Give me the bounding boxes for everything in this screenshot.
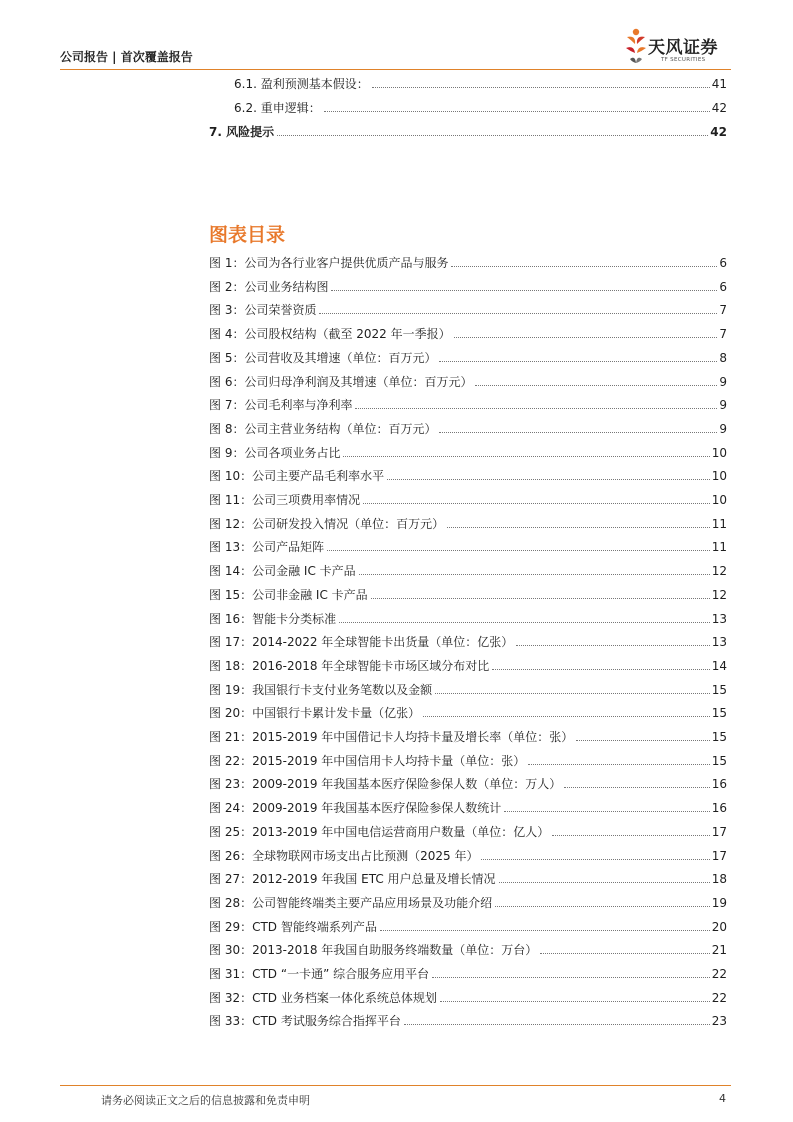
- toc-item-page: 42: [710, 125, 727, 139]
- figure-item-label: 图 3：公司荣誉资质: [209, 303, 317, 318]
- leader-dots: [363, 503, 710, 504]
- figure-item-page: 6: [719, 279, 727, 294]
- figure-item-label: 图 20：中国银行卡累计发卡量（亿张）: [209, 706, 421, 721]
- figure-item-label: 图 12：公司研发投入情况（单位：百万元）: [209, 516, 445, 531]
- figure-item[interactable]: [209, 374, 727, 390]
- figure-item-page: 11: [711, 516, 727, 531]
- leader-dots: [451, 266, 717, 267]
- figure-item[interactable]: [209, 539, 727, 555]
- figure-item-label: 图 14：公司金融 IC 卡产品: [209, 564, 356, 579]
- figure-item-label: 图 7：公司毛利率与净利率: [209, 398, 353, 413]
- figure-item-label: 图 2：公司业务结构图: [209, 279, 329, 294]
- toc-item-label: 7. 风险提示: [209, 125, 275, 139]
- figure-item-label: 图 32：CTD 业务档案一体化系统总体规划: [209, 990, 437, 1005]
- leader-dots: [339, 622, 710, 623]
- leader-dots: [454, 337, 718, 338]
- figure-item-label: 图 30：2013-2018 年我国自助服务终端数量（单位：万台）: [209, 943, 538, 958]
- toc-item[interactable]: [209, 124, 727, 140]
- figure-item-page: 9: [719, 398, 727, 413]
- figure-item-page: 23: [711, 1014, 727, 1029]
- toc-item[interactable]: [234, 76, 727, 92]
- leader-dots: [475, 385, 717, 386]
- figure-item-label: 图 17：2014-2022 年全球智能卡出货量（单位：亿张）: [209, 635, 514, 650]
- figure-item-label: 图 21：2015-2019 年中国借记卡人均持卡量及增长率（单位：张）: [209, 730, 574, 744]
- figure-item[interactable]: [209, 326, 727, 342]
- leader-dots: [359, 574, 710, 575]
- figure-item-page: 9: [719, 421, 727, 436]
- figure-item[interactable]: [209, 682, 727, 698]
- leader-dots: [439, 432, 717, 433]
- leader-dots: [516, 645, 709, 646]
- figure-item-label: 图 27：2012-2019 年我国 ETC 用户总量及增长情况: [209, 872, 496, 887]
- figure-item-label: 图 24：2009-2019 年我国基本医疗保险参保人数统计: [209, 801, 502, 816]
- logo-name-en: TF SECURITIES: [661, 57, 706, 63]
- leader-dots: [380, 930, 710, 931]
- figure-item-page: 8: [719, 350, 727, 365]
- figure-item-label: 图 16：智能卡分类标准: [209, 611, 337, 626]
- leader-dots: [552, 835, 709, 836]
- leader-dots: [495, 906, 710, 907]
- figure-item[interactable]: [209, 729, 727, 745]
- leader-dots: [423, 716, 710, 717]
- figure-item-page: 15: [711, 730, 727, 744]
- figure-item-label: 图 11：公司三项费用率情况: [209, 493, 361, 507]
- leader-dots: [331, 290, 717, 291]
- leader-dots: [447, 527, 710, 528]
- figure-item[interactable]: [209, 990, 727, 1006]
- figure-item-label: 图 1：公司为各行业客户提供优质产品与服务: [209, 256, 449, 270]
- toc-item-page: 42: [711, 101, 727, 115]
- figure-item[interactable]: [209, 255, 727, 271]
- figure-item-page: 9: [719, 374, 727, 389]
- figure-item-label: 图 4：公司股权结构（截至 2022 年一季报）: [209, 327, 451, 342]
- figure-item[interactable]: [209, 445, 727, 461]
- leader-dots: [371, 598, 710, 599]
- leader-dots: [439, 361, 717, 362]
- figure-item-label: 图 5：公司营收及其增速（单位：百万元）: [209, 350, 437, 365]
- leader-dots: [435, 693, 710, 694]
- figure-item-page: 16: [711, 801, 727, 816]
- figure-item[interactable]: [209, 895, 727, 911]
- figure-item[interactable]: [209, 397, 727, 413]
- figure-item-page: 7: [719, 327, 727, 342]
- leader-dots: [277, 135, 708, 136]
- figure-item-label: 图 28：公司智能终端类主要产品应用场景及功能介绍: [209, 895, 493, 910]
- leader-dots: [481, 859, 709, 860]
- figure-item-label: 图 26：全球物联网市场支出占比预测（2025 年）: [209, 848, 479, 863]
- figure-item-label: 图 15：公司非金融 IC 卡产品: [209, 587, 368, 602]
- leader-dots: [324, 111, 710, 112]
- figure-item[interactable]: [209, 611, 727, 627]
- figure-item-page: 7: [719, 303, 727, 318]
- figure-item[interactable]: [209, 516, 727, 532]
- disclaimer-note: 请务必阅读正文之后的信息披露和免责申明: [101, 1094, 310, 1107]
- figure-item-label: 图 33：CTD 考试服务综合指挥平台: [209, 1014, 401, 1029]
- logo-mark-icon: [623, 26, 649, 66]
- figure-item-page: 12: [711, 564, 727, 579]
- leader-dots: [387, 479, 710, 480]
- leader-dots: [319, 313, 717, 314]
- figure-item-label: 图 23：2009-2019 年我国基本医疗保险参保人数（单位：万人）: [209, 777, 562, 792]
- toc-item-label: 6.1. 盈利预测基本假设：: [234, 77, 369, 91]
- leader-dots: [540, 953, 709, 954]
- leader-dots: [492, 669, 709, 670]
- figure-item[interactable]: [209, 634, 727, 650]
- figure-item-page: 15: [711, 682, 727, 697]
- figure-item-label: 图 29：CTD 智能终端系列产品: [209, 919, 377, 934]
- figure-item-label: 图 22：2015-2019 年中国信用卡人均持卡量（单位：张）: [209, 753, 526, 768]
- figure-item-page: 15: [711, 706, 727, 721]
- figure-item-page: 22: [711, 990, 727, 1005]
- figure-item-label: 图 31：CTD “一卡通” 综合服务应用平台: [209, 967, 430, 981]
- figure-item[interactable]: [209, 350, 727, 366]
- figure-item-page: 13: [711, 611, 727, 626]
- figure-item[interactable]: [209, 279, 727, 295]
- report-type-header: 公司报告 | 首次覆盖报告: [60, 50, 193, 64]
- figure-item[interactable]: [209, 966, 727, 982]
- figure-item-label: 图 10：公司主要产品毛利率水平: [209, 469, 385, 484]
- figure-item-page: 15: [711, 753, 727, 768]
- toc-item-page: 41: [711, 77, 727, 91]
- figure-item[interactable]: [209, 705, 727, 721]
- figure-item[interactable]: [209, 468, 727, 484]
- leader-dots: [440, 1001, 710, 1002]
- figure-item-page: 17: [711, 824, 727, 839]
- leader-dots: [432, 977, 710, 978]
- figure-item-page: 20: [711, 919, 727, 934]
- figure-item-label: 图 18：2016-2018 年全球智能卡市场区域分布对比: [209, 658, 490, 673]
- leader-dots: [355, 408, 717, 409]
- figure-item[interactable]: [209, 753, 727, 769]
- figure-item-label: 图 6：公司归母净利润及其增速（单位：百万元）: [209, 374, 473, 389]
- figure-item[interactable]: [209, 492, 727, 508]
- figures-list-title: 图表目录: [209, 224, 286, 246]
- figure-item-page: 10: [711, 493, 727, 507]
- figure-item[interactable]: [209, 800, 727, 816]
- footer-divider: [60, 1085, 731, 1086]
- leader-dots: [499, 882, 710, 883]
- figure-item-page: 13: [711, 635, 727, 650]
- figure-item-label: 图 19：我国银行卡支付业务笔数以及金额: [209, 682, 433, 697]
- toc-item-label: 6.2. 重申逻辑：: [234, 101, 321, 115]
- leader-dots: [576, 740, 709, 741]
- figure-item-label: 图 25：2013-2019 年中国电信运营商用户数量（单位：亿人）: [209, 824, 550, 839]
- leader-dots: [327, 550, 710, 551]
- toc-item[interactable]: [234, 100, 727, 116]
- figure-item[interactable]: [209, 919, 727, 935]
- figure-item-label: 图 13：公司产品矩阵: [209, 540, 325, 555]
- figure-item[interactable]: [209, 871, 727, 887]
- figure-item-page: 22: [711, 967, 727, 981]
- leader-dots: [528, 764, 709, 765]
- figure-item[interactable]: [209, 658, 727, 674]
- figure-item-page: 19: [711, 895, 727, 910]
- figure-item-page: 10: [711, 445, 727, 460]
- figure-item[interactable]: [209, 942, 727, 958]
- figure-item-label: 图 8：公司主营业务结构（单位：百万元）: [209, 421, 437, 436]
- figure-item-page: 10: [711, 469, 727, 484]
- figure-item[interactable]: [209, 421, 727, 437]
- figure-item-page: 11: [711, 540, 727, 555]
- figure-item[interactable]: [209, 1013, 727, 1029]
- page-number: 4: [719, 1092, 726, 1105]
- leader-dots: [372, 87, 710, 88]
- header-divider: [60, 69, 731, 70]
- logo-name-cn: 天风证券: [648, 38, 718, 58]
- leader-dots: [504, 811, 709, 812]
- figure-item-page: 12: [711, 587, 727, 602]
- figure-item-page: 16: [711, 777, 727, 792]
- figure-item-page: 18: [711, 872, 727, 887]
- figure-item[interactable]: [209, 776, 727, 792]
- figure-item-page: 17: [711, 848, 727, 863]
- leader-dots: [343, 456, 709, 457]
- figure-item-page: 6: [719, 256, 727, 270]
- leader-dots: [404, 1024, 710, 1025]
- leader-dots: [564, 787, 709, 788]
- figure-item[interactable]: [209, 848, 727, 864]
- figure-item-page: 14: [711, 658, 727, 673]
- figure-item[interactable]: [209, 587, 727, 603]
- company-logo: [623, 26, 733, 70]
- figure-item[interactable]: [209, 302, 727, 318]
- figure-item-label: 图 9：公司各项业务占比: [209, 445, 341, 460]
- figure-item[interactable]: [209, 563, 727, 579]
- figure-item-page: 21: [711, 943, 727, 958]
- figure-item[interactable]: [209, 824, 727, 840]
